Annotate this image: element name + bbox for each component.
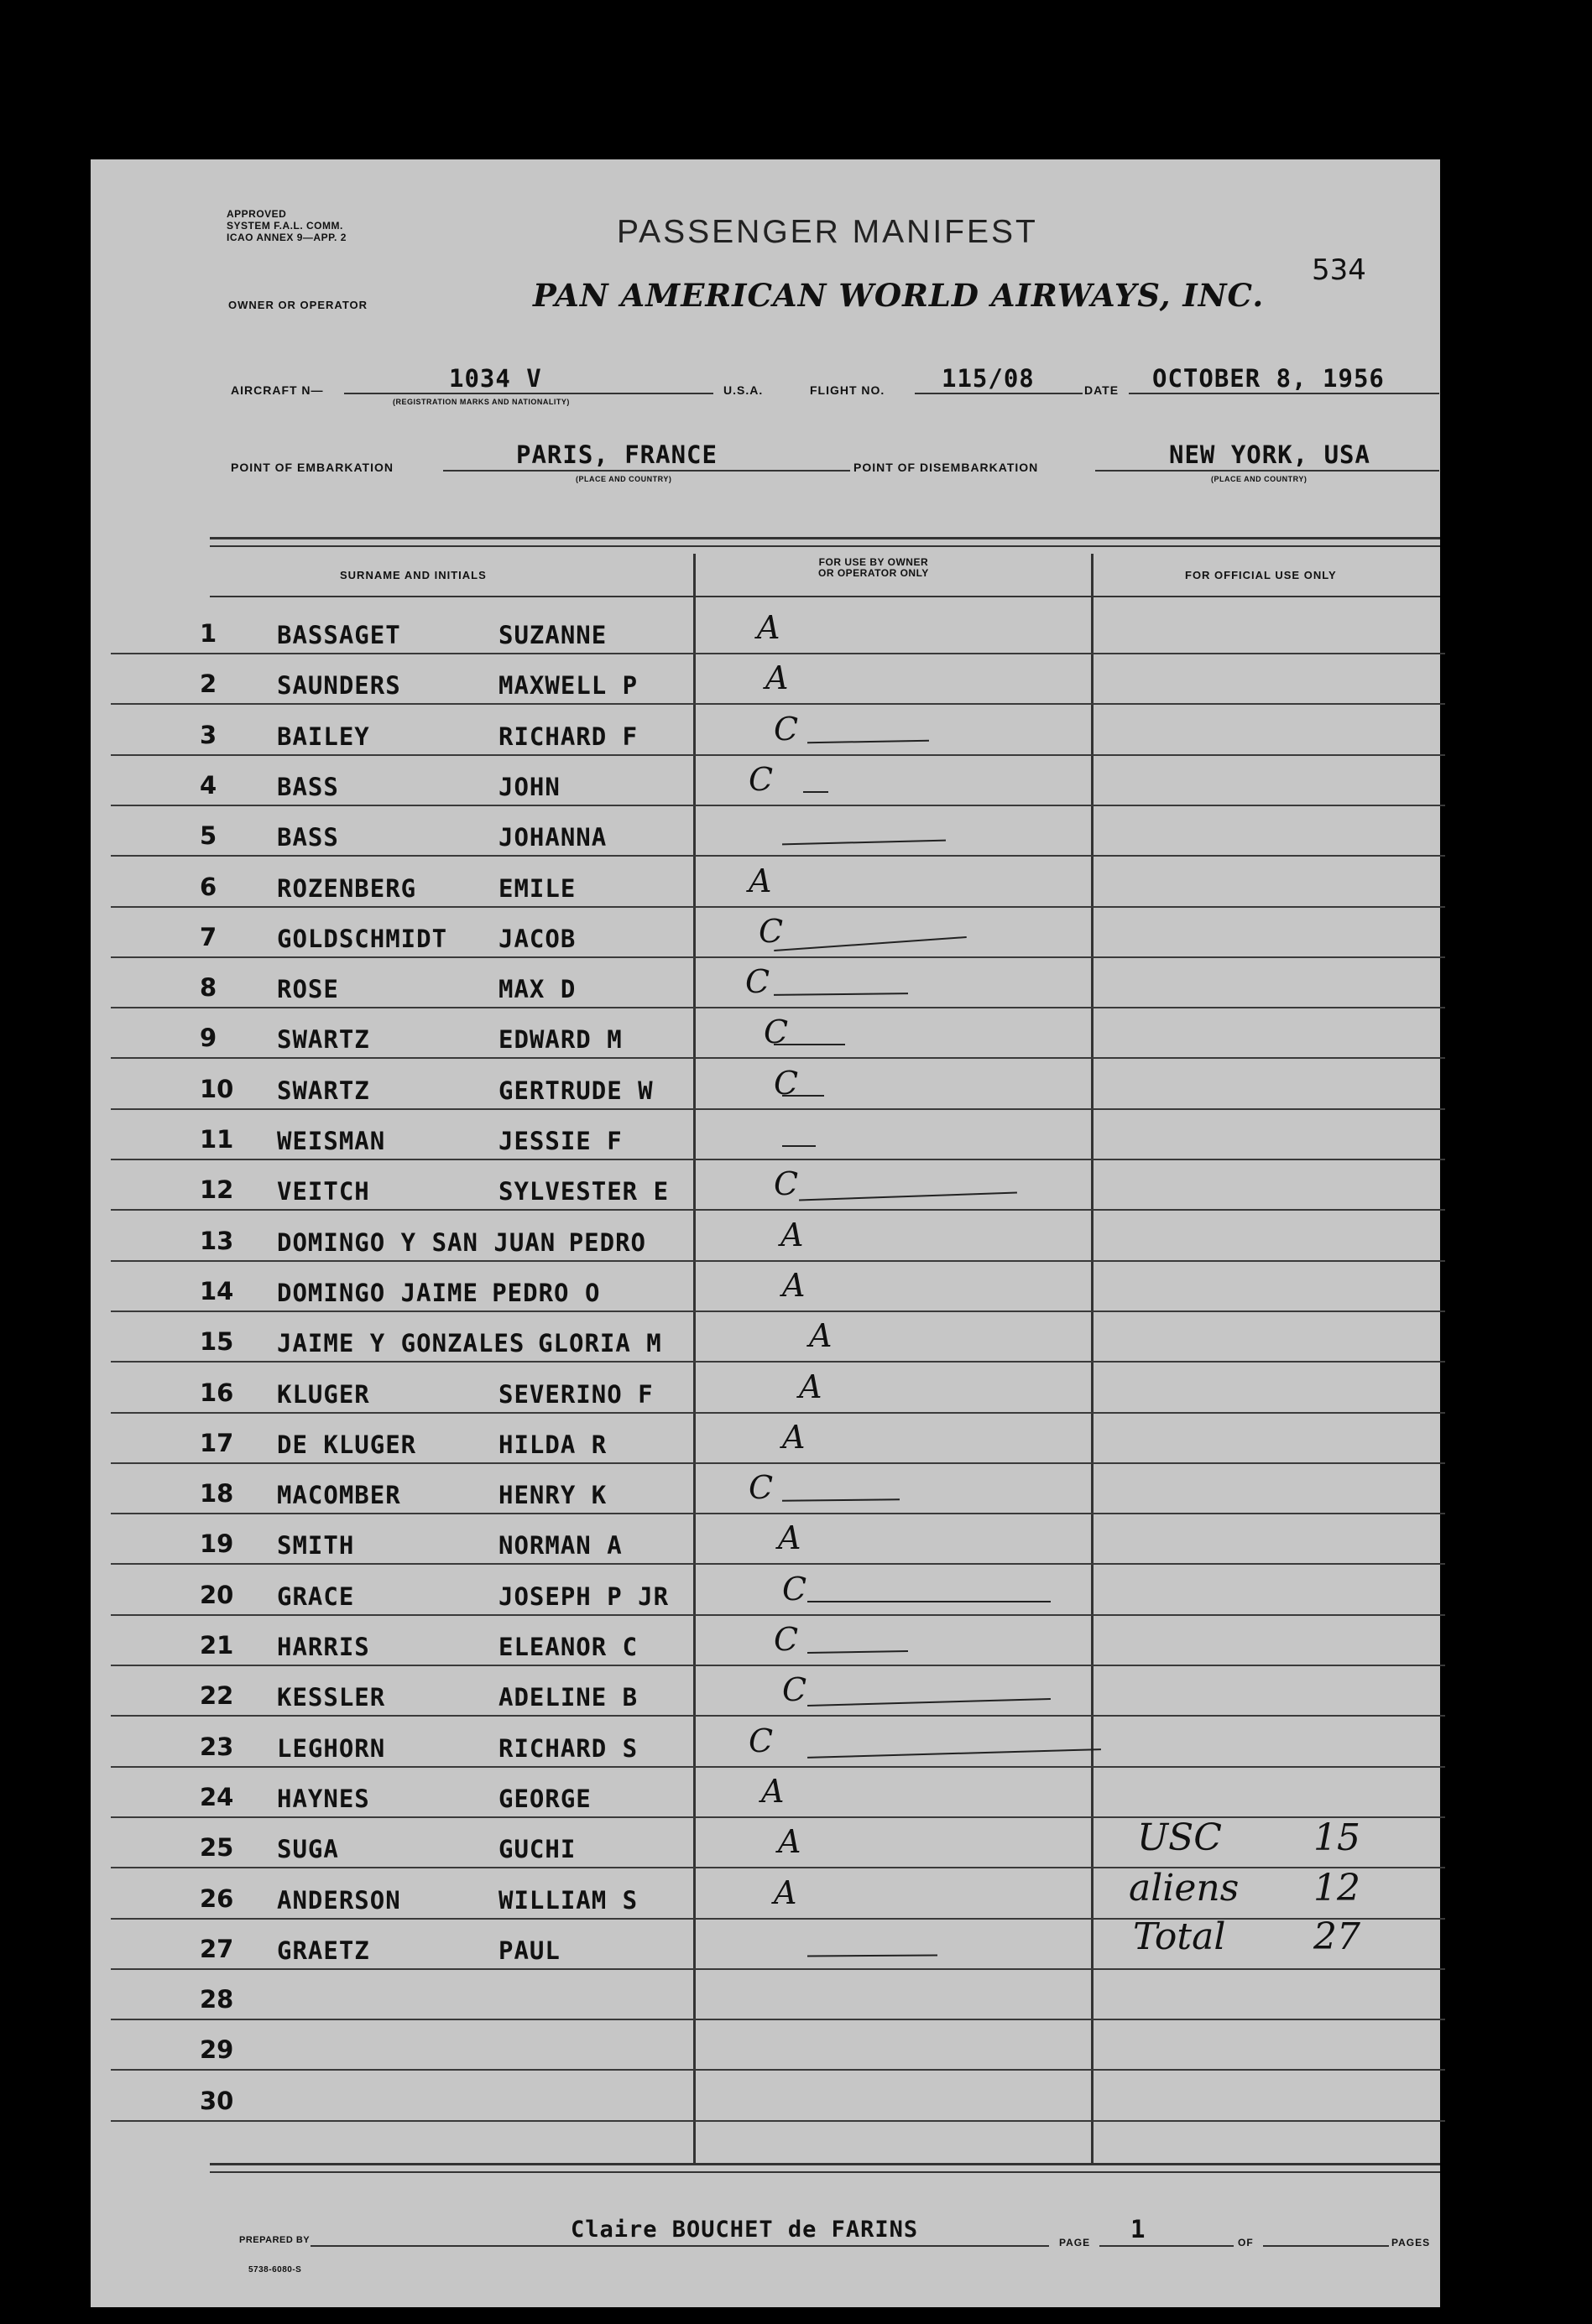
- row-number: 26: [200, 1884, 234, 1913]
- status-mark: C: [745, 963, 770, 1001]
- row-number: 15: [200, 1327, 234, 1357]
- passenger-given-name: ELEANOR C: [498, 1633, 639, 1661]
- passenger-given-name: MAX D: [498, 975, 577, 1004]
- passenger-surname: BASS: [277, 823, 339, 852]
- passenger-surname: ANDERSON: [277, 1885, 401, 1915]
- col-official-use: FOR OFFICIAL USE ONLY: [1185, 569, 1337, 581]
- table-row: [111, 1159, 1445, 1211]
- status-mark: A: [782, 1266, 806, 1304]
- pen-stroke: [799, 1192, 1017, 1201]
- footer-rule: [210, 2163, 1440, 2165]
- passenger-given-name: GUCHI: [498, 1835, 577, 1864]
- passenger-given-name: JOHN: [498, 772, 561, 801]
- status-mark: C: [774, 710, 799, 748]
- table-row: [111, 1108, 1445, 1160]
- status-mark: A: [799, 1368, 822, 1405]
- row-number: 19: [200, 1529, 234, 1559]
- passenger-given-name: SEVERINO F: [498, 1379, 654, 1409]
- passenger-given-name: ADELINE B: [498, 1683, 639, 1712]
- pen-stroke: [774, 936, 967, 951]
- passenger-surname: KESSLER: [277, 1683, 386, 1712]
- registration-caption: (REGISTRATION MARKS AND NATIONALITY): [393, 398, 570, 406]
- status-mark: A: [765, 659, 789, 697]
- passenger-given-name: JOSEPH P JR: [498, 1581, 670, 1611]
- status-mark: A: [749, 862, 772, 899]
- table-row: [111, 1665, 1445, 1717]
- approval-stamp: [227, 208, 347, 243]
- col-owner-use-1: FOR USE BY OWNER: [818, 556, 929, 568]
- flight-value: 115/08: [942, 364, 1035, 393]
- row-number: 21: [200, 1631, 234, 1660]
- disembark-label: POINT OF DISEMBARKATION: [853, 461, 1039, 474]
- table-row: [111, 1260, 1445, 1312]
- table-row: [111, 1868, 1445, 1920]
- passenger-surname: JAIME Y GONZALES: [277, 1329, 525, 1358]
- passenger-surname: BASS: [277, 772, 339, 801]
- status-mark: C: [774, 1621, 799, 1658]
- total-count: 27: [1313, 1915, 1360, 1958]
- pen-stroke: [782, 1498, 900, 1501]
- passenger-surname: DOMINGO Y SAN JUAN: [277, 1227, 556, 1257]
- date-underline: [1129, 393, 1439, 394]
- table-row: [111, 1058, 1445, 1110]
- passenger-surname: GRAETZ: [277, 1936, 370, 1965]
- row-number: 23: [200, 1732, 234, 1761]
- usa-label: U.S.A.: [723, 383, 764, 397]
- passenger-given-name: MAXWELL P: [498, 671, 639, 701]
- row-number: 9: [200, 1024, 217, 1053]
- row-number: 14: [200, 1276, 234, 1305]
- prepared-label: PREPARED BY: [239, 2235, 311, 2245]
- passenger-surname: HAYNES: [277, 1784, 370, 1813]
- table-row: [111, 1968, 1445, 2020]
- page-label: PAGE: [1059, 2237, 1091, 2248]
- pen-stroke: [807, 1954, 937, 1957]
- aliens-count: 12: [1313, 1867, 1360, 1910]
- status-mark: A: [774, 1873, 797, 1911]
- passenger-given-name: PAUL: [498, 1936, 561, 1965]
- passenger-surname: ROSE: [277, 975, 339, 1004]
- passenger-surname: HARRIS: [277, 1633, 370, 1661]
- passenger-surname: WEISMAN: [277, 1127, 386, 1155]
- passenger-surname: SUGA: [277, 1835, 339, 1864]
- row-number: 13: [200, 1226, 234, 1255]
- col-owner-use-2: OR OPERATOR ONLY: [818, 567, 929, 579]
- passenger-surname: SMITH: [277, 1531, 355, 1561]
- flight-label: FLIGHT NO.: [810, 383, 885, 397]
- status-mark: C: [759, 912, 784, 950]
- table-row: [111, 1716, 1445, 1768]
- aliens-label: aliens: [1129, 1867, 1240, 1910]
- pen-stroke: [807, 1748, 1101, 1759]
- row-number: 4: [200, 770, 217, 800]
- passenger-given-name: GEORGE: [498, 1784, 592, 1813]
- passenger-surname: ROZENBERG: [277, 873, 417, 903]
- form-code: 5738-6080-S: [248, 2265, 302, 2274]
- aircraft-label: AIRCRAFT N—: [231, 383, 324, 397]
- passenger-surname: SWARTZ: [277, 1025, 370, 1055]
- passenger-given-name: JACOB: [498, 924, 577, 953]
- row-number: 18: [200, 1479, 234, 1509]
- status-mark: C: [749, 1469, 774, 1507]
- row-number: 11: [200, 1125, 234, 1154]
- row-number: 2: [200, 670, 217, 699]
- passenger-surname: VEITCH: [277, 1177, 370, 1206]
- table-row: [111, 1564, 1445, 1616]
- table-top-rule-2: [210, 545, 1440, 547]
- table-row: [111, 956, 1445, 1008]
- passenger-surname: MACOMBER: [277, 1481, 401, 1510]
- row-number: 20: [200, 1580, 234, 1609]
- status-mark: C: [774, 1064, 799, 1102]
- aircraft-value: 1034 V: [449, 364, 542, 393]
- row-number: 22: [200, 1681, 234, 1711]
- flight-underline: [915, 393, 1083, 394]
- table-row: [111, 1766, 1445, 1818]
- disembark-underline: [1095, 470, 1439, 472]
- passenger-given-name: JOHANNA: [498, 823, 608, 852]
- date-value: OCTOBER 8, 1956: [1152, 364, 1385, 393]
- row-number: 16: [200, 1378, 234, 1407]
- status-mark: C: [749, 1722, 774, 1759]
- passenger-given-name: SUZANNE: [498, 621, 608, 649]
- passenger-given-name: JESSIE F: [498, 1127, 623, 1155]
- row-number: 27: [200, 1934, 234, 1963]
- pen-stroke: [782, 1145, 816, 1147]
- pen-stroke: [782, 840, 946, 846]
- passenger-given-name: HILDA R: [498, 1430, 608, 1459]
- row-number: 25: [200, 1833, 234, 1863]
- status-mark: A: [809, 1317, 833, 1355]
- passenger-surname: KLUGER: [277, 1379, 370, 1409]
- prepared-underline: [311, 2245, 1049, 2247]
- page-underline: [1099, 2245, 1234, 2247]
- owner-label: OWNER OR OPERATOR: [228, 299, 368, 311]
- embark-caption: (PLACE AND COUNTRY): [576, 475, 672, 483]
- status-mark: A: [761, 1772, 785, 1810]
- passenger-given-name: GLORIA M: [538, 1329, 662, 1358]
- passenger-surname: LEGHORN: [277, 1733, 386, 1763]
- passenger-given-name: PEDRO O: [492, 1278, 601, 1307]
- row-number: 8: [200, 973, 217, 1003]
- row-number: 6: [200, 872, 217, 901]
- row-number: 24: [200, 1782, 234, 1811]
- passenger-given-name: HENRY K: [498, 1481, 608, 1510]
- table-row: [111, 1614, 1445, 1666]
- pen-stroke: [807, 1601, 1051, 1602]
- row-number: 30: [200, 2086, 234, 2115]
- aircraft-underline: [344, 393, 713, 394]
- table-row: [111, 754, 1445, 806]
- row-number: 28: [200, 1985, 234, 2014]
- total-label: Total: [1133, 1915, 1226, 1958]
- date-label: DATE: [1084, 383, 1120, 397]
- status-mark: C: [782, 1671, 807, 1709]
- passenger-given-name: EDWARD M: [498, 1025, 623, 1055]
- row-number: 12: [200, 1175, 234, 1205]
- page-value: 1: [1130, 2215, 1146, 2243]
- status-mark: A: [778, 1823, 801, 1861]
- embark-value: PARIS, FRANCE: [516, 440, 718, 469]
- table-row: [111, 2019, 1445, 2071]
- table-row: [111, 1412, 1445, 1464]
- table-row: [111, 1816, 1445, 1868]
- passenger-surname: GOLDSCHMIDT: [277, 924, 448, 953]
- status-mark: A: [782, 1418, 806, 1456]
- table-row: [111, 1362, 1445, 1414]
- header-bottom-rule: [210, 596, 1440, 597]
- table-row: [111, 602, 1445, 654]
- row-number: 3: [200, 720, 217, 749]
- pen-stroke: [807, 739, 929, 743]
- col-owner-use: [818, 557, 929, 579]
- embark-underline: [443, 470, 850, 472]
- passenger-given-name: PEDRO: [568, 1227, 646, 1257]
- disembark-caption: (PLACE AND COUNTRY): [1211, 475, 1308, 483]
- embark-label: POINT OF EMBARKATION: [231, 461, 394, 474]
- form-title: PASSENGER MANIFEST: [617, 214, 1038, 250]
- pen-stroke: [774, 1044, 845, 1045]
- status-mark: C: [782, 1570, 807, 1608]
- table-row: [111, 1462, 1445, 1514]
- status-mark: A: [757, 609, 780, 646]
- of-label: OF: [1238, 2237, 1254, 2248]
- col-names: SURNAME AND INITIALS: [340, 569, 487, 581]
- status-mark: C: [764, 1013, 789, 1051]
- table-row: [111, 1918, 1445, 1970]
- passenger-surname: BASSAGET: [277, 621, 401, 649]
- table-row: [111, 805, 1445, 857]
- table-row: [111, 1007, 1445, 1059]
- approval-line: SYSTEM F.A.L. COMM.: [227, 220, 343, 232]
- table-row: [111, 2070, 1445, 2122]
- row-number: 29: [200, 2035, 234, 2065]
- passenger-given-name: EMILE: [498, 873, 577, 903]
- row-number: 10: [200, 1074, 234, 1103]
- table-row: [111, 906, 1445, 958]
- row-number: 1: [200, 619, 217, 648]
- table-top-rule: [210, 537, 1440, 539]
- passenger-given-name: RICHARD F: [498, 722, 639, 751]
- passenger-surname: DE KLUGER: [277, 1430, 417, 1459]
- row-number: 17: [200, 1428, 234, 1457]
- pen-stroke: [774, 993, 908, 996]
- status-mark: A: [780, 1216, 804, 1253]
- passenger-surname: BAILEY: [277, 722, 370, 751]
- passenger-given-name: GERTRUDE W: [498, 1076, 654, 1105]
- passenger-given-name: RICHARD S: [498, 1733, 639, 1763]
- status-mark: C: [749, 760, 774, 798]
- approval-line: APPROVED: [227, 208, 287, 220]
- passenger-given-name: WILLIAM S: [498, 1885, 639, 1915]
- pen-stroke: [807, 1698, 1051, 1707]
- prepared-value: Claire BOUCHET de FARINS: [571, 2217, 919, 2243]
- passenger-given-name: SYLVESTER E: [498, 1177, 670, 1206]
- usc-count: 15: [1313, 1816, 1360, 1859]
- passenger-surname: GRACE: [277, 1581, 355, 1611]
- status-mark: A: [778, 1519, 801, 1557]
- pen-stroke: [782, 1095, 824, 1097]
- pages-label: PAGES: [1391, 2237, 1431, 2248]
- table-row: [111, 1311, 1445, 1363]
- table-row: [111, 704, 1445, 756]
- table-row: [111, 1513, 1445, 1565]
- pen-stroke: [803, 791, 828, 793]
- of-underline: [1263, 2245, 1389, 2247]
- passenger-surname: DOMINGO JAIME: [277, 1278, 478, 1307]
- row-number: 5: [200, 821, 217, 851]
- table-row: [111, 1210, 1445, 1262]
- disembark-value: NEW YORK, USA: [1169, 440, 1370, 469]
- approval-line: ICAO ANNEX 9—APP. 2: [227, 232, 347, 243]
- footer-rule-2: [210, 2171, 1440, 2173]
- passenger-surname: SAUNDERS: [277, 671, 401, 701]
- passenger-given-name: NORMAN A: [498, 1531, 623, 1561]
- operator-name: PAN AMERICAN WORLD AIRWAYS, INC.: [533, 277, 1265, 314]
- pen-stroke: [807, 1650, 908, 1654]
- table-row: [111, 856, 1445, 908]
- passenger-surname: SWARTZ: [277, 1076, 370, 1105]
- usc-label: USC: [1137, 1816, 1222, 1859]
- row-number: 7: [200, 922, 217, 951]
- table-row: [111, 653, 1445, 705]
- status-mark: C: [774, 1165, 799, 1203]
- sheet-number: 534: [1312, 253, 1366, 287]
